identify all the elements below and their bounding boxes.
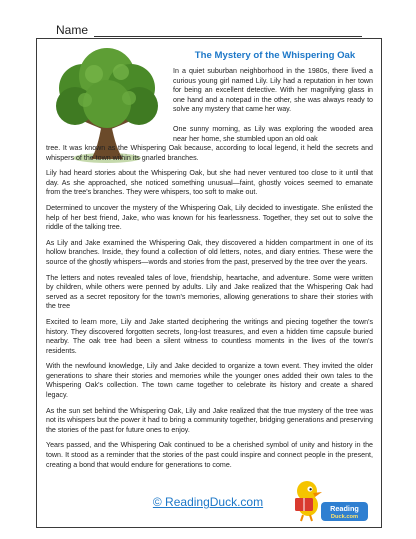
svg-text:Reading: Reading xyxy=(330,504,359,513)
name-line xyxy=(94,24,362,37)
paragraph-4: Determined to uncover the mystery of the Whispering Oak, Lily decided to investigate. She enlisted the help of her best friend, Jake, who was known for his fearlessness. Together, they set out to solve the riddle of the talking tree. xyxy=(46,203,373,232)
paragraph-9: As the sun set behind the Whispering Oak, Lily and Jake realized that the true mystery of the tree was not its whispers but the power it had to bring a community together, bridging generations and preserving the stories of the past for future ones to enjoy. xyxy=(46,406,373,434)
paragraph-6: The letters and notes revealed tales of love, friendship, heartache, and adventure. Some were written by children, while others were penned by adults. Lily and Jake realized that the Whispering Oak had served as a secret repository for the town's memories, allowing generations to share their stories with the tree xyxy=(46,273,373,311)
paragraph-3: Lily had heard stories about the Whispering Oak, but she had never ventured too close to it until that day. As she approached, she noticed something unusual—faint, ghostly voices seemed to emanate from the tree's branches. They were whispers, too soft to make out. xyxy=(46,169,373,197)
story-body xyxy=(46,144,373,476)
story-title: The Mystery of the Whispering Oak xyxy=(194,50,356,61)
svg-text:Duck.com: Duck.com xyxy=(330,514,359,520)
paragraph-2-start: One sunny morning, as Lily was exploring the wooded area near her home, she stumbled upon an old oak xyxy=(173,125,373,143)
story-frame xyxy=(36,38,382,528)
paragraph-10: Years passed, and the Whispering Oak continued to be a cherished symbol of unity and history in the town. It stood as a reminder that the stories of the past could inspire and connect people in the present, creating a bond that would endure for generations to come. xyxy=(46,441,373,469)
paragraph-2-continued: tree. It was known as the Whispering Oak because, according to local legend, it held the secrets and whispers of the town within its gnarled branches. xyxy=(46,144,373,162)
name-label: Name xyxy=(56,23,89,37)
footer-link[interactable]: © ReadingDuck.com xyxy=(152,495,264,509)
name-row xyxy=(56,21,362,37)
paragraph-5: As Lily and Jake examined the Whispering Oak, they discovered a hidden compartment in one of its hollow branches. Inside, they found a collection of old letters, notes, and diary entries. These were the source of the ghostly whispers—words and stories from the past, preserved by the tree over the years. xyxy=(46,238,373,266)
paragraph-1: In a quiet suburban neighborhood in the 1980s, there lived a curious young girl named Lily. Lily had a reputation in her town for being an excellent detective. With her magnifying glass in one hand and a notepad in the other, she was always ready to solve any mystery that came her way. xyxy=(173,67,373,114)
paragraph-8: With the newfound knowledge, Lily and Jake decided to organize a town event. They invited the older generations to share their stories and memories while the younger ones added their own tales to the Whispering Oak's collection. The town came together to celebrate its history and create a shared legacy. xyxy=(46,362,373,400)
paragraph-7: Excited to learn more, Lily and Jake started deciphering the writings and piecing together the town's history. They discovered forgotten secrets, long-lost treasures, and even a hidden time capsule buried nearby. The oak tree had been a silent witness to countless moments in the lives of the town's residents. xyxy=(46,317,373,355)
